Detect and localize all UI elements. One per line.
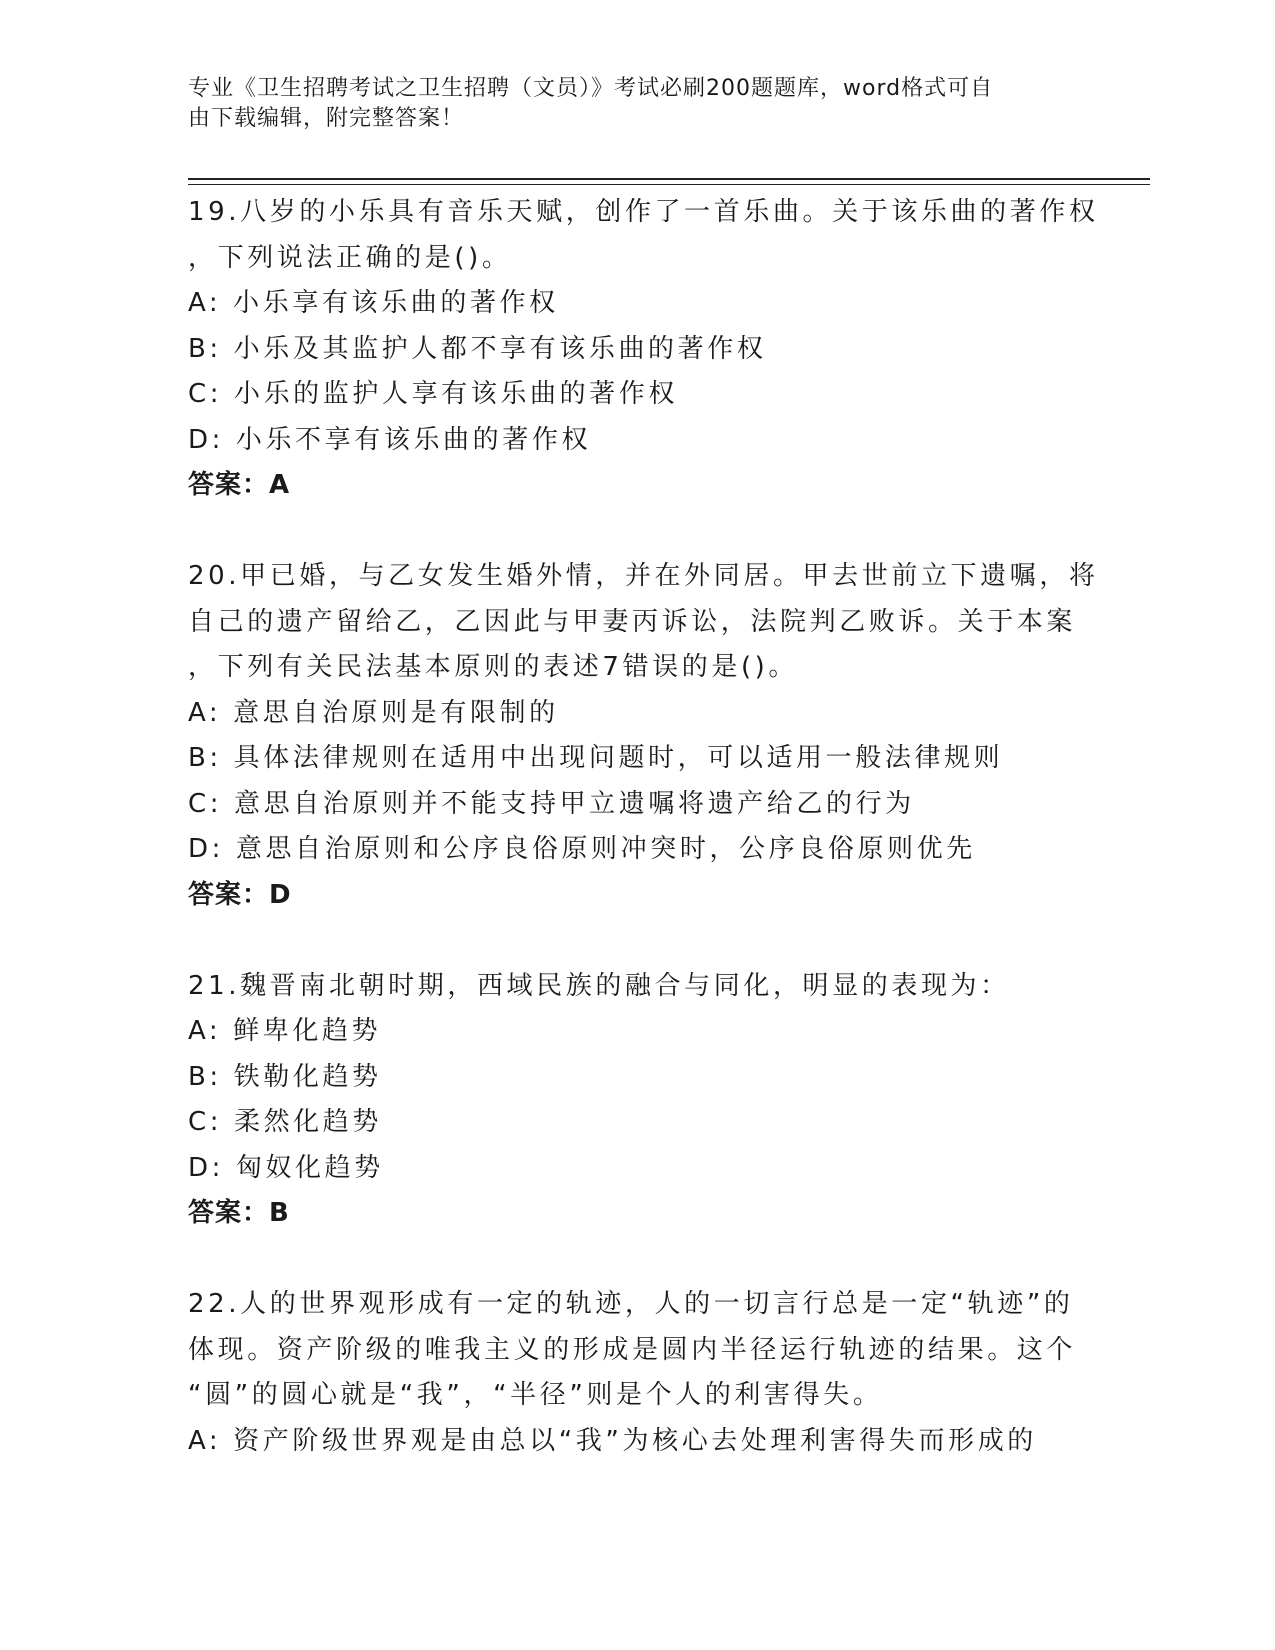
- option-b: B: 小乐及其监护人都不享有该乐曲的著作权: [188, 333, 767, 364]
- header-line-1: 专业《卫生招聘考试之卫生招聘（文员）》考试必刷200题题库，word格式可自: [188, 76, 994, 101]
- header-divider-thin: [188, 184, 1150, 185]
- header-line-2: 由下载编辑，附完整答案！: [188, 106, 465, 131]
- header-divider-thick: [188, 178, 1150, 180]
- option-c: C: 小乐的监护人享有该乐曲的著作权: [188, 379, 678, 409]
- question-stem-line: 19.八岁的小乐具有音乐天赋，创作了一首乐曲。关于该乐曲的著作权: [188, 197, 1099, 227]
- option-b: B: 铁勒化趋势: [188, 1061, 382, 1092]
- option-a: A: 小乐享有该乐曲的著作权: [188, 288, 559, 318]
- answer-line: 答案：D: [188, 879, 292, 910]
- option-c: C: 柔然化趋势: [188, 1107, 382, 1137]
- question-19: [188, 190, 1128, 554]
- question-22: [188, 1282, 1128, 1464]
- answer-line: 答案：A: [188, 470, 291, 500]
- option-d: D: 小乐不享有该乐曲的著作权: [188, 424, 592, 455]
- option-d: D: 意思自治原则和公序良俗原则冲突时，公序良俗原则优先: [188, 834, 976, 864]
- question-stem-line: ，下列有关民法基本原则的表述7错误的是()。: [188, 652, 799, 682]
- question-list: [188, 190, 1128, 1464]
- option-a: A: 资产阶级世界观是由总以“我”为核心去处理利害得失而形成的: [188, 1425, 1037, 1456]
- question-21: [188, 964, 1128, 1283]
- question-stem-line: 自己的遗产留给乙，乙因此与甲妻丙诉讼，法院判乙败诉。关于本案: [188, 606, 1077, 637]
- option-b: B: 具体法律规则在适用中出现问题时，可以适用一般法律规则: [188, 743, 1004, 773]
- spacer: [188, 1237, 1128, 1283]
- question-stem-line: 20.甲已婚，与乙女发生婚外情，并在外同居。甲去世前立下遗嘱，将: [188, 561, 1099, 591]
- option-a: A: 意思自治原则是有限制的: [188, 697, 559, 728]
- option-a: A: 鲜卑化趋势: [188, 1016, 382, 1046]
- spacer: [188, 509, 1128, 555]
- spacer: [188, 918, 1128, 964]
- question-stem-line: 22.人的世界观形成有一定的轨迹，人的一切言行总是一定“轨迹”的: [188, 1289, 1074, 1319]
- question-stem-line: “圆”的圆心就是“我”，“半径”则是个人的利害得失。: [188, 1380, 883, 1410]
- document-header: [188, 74, 1088, 134]
- option-d: D: 匈奴化趋势: [188, 1152, 384, 1183]
- answer-line: 答案：B: [188, 1198, 290, 1228]
- question-stem-line: ，下列说法正确的是()。: [188, 242, 512, 273]
- question-stem-line: 21.魏晋南北朝时期，西域民族的融合与同化，明显的表现为：: [188, 970, 1010, 1001]
- option-c: C: 意思自治原则并不能支持甲立遗嘱将遗产给乙的行为: [188, 788, 915, 819]
- question-stem-line: 体现。资产阶级的唯我主义的形成是圆内半径运行轨迹的结果。这个: [188, 1334, 1077, 1365]
- question-20: [188, 554, 1128, 964]
